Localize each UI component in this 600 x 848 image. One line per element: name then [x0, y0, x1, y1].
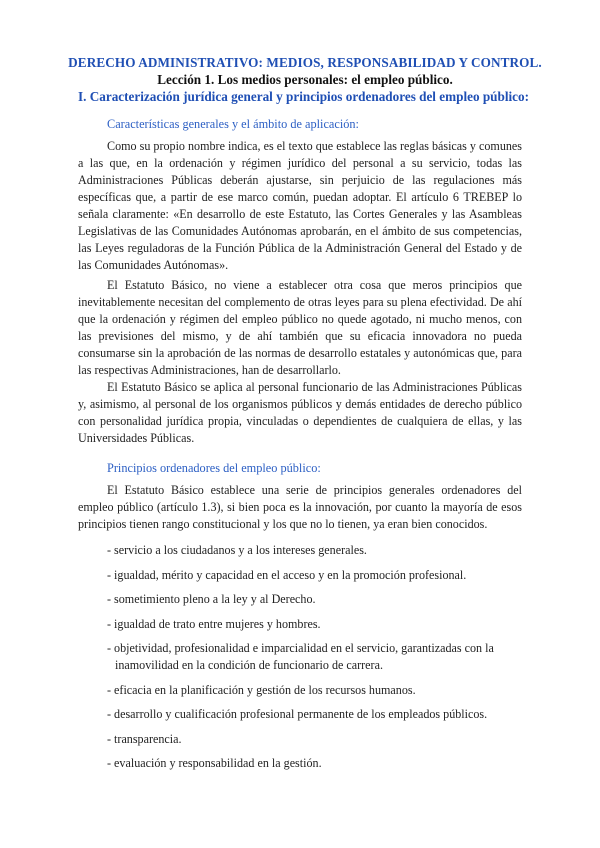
- list-item: - objetividad, profesionalidad e imparcialidad en el servicio, garantizadas con la inamovilidad en la condición de funcionario de carrera.: [107, 641, 494, 672]
- paragraph-principles-intro: El Estatuto Básico establece una serie de principios generales ordenadores del empleo público (artículo 1.3), si bien poca es la innovación, por cuanto la mayoría de esos principios tienen rango constitucional y los que no lo tienen, ya eran bien conocidos.: [78, 483, 522, 531]
- list-item: - desarrollo y cualificación profesional permanente de los empleados públicos.: [107, 707, 488, 721]
- list-item: - sometimiento pleno a la ley y al Derecho.: [107, 592, 316, 606]
- subheading-characteristics: Características generales y el ámbito de aplicación:: [107, 117, 359, 131]
- list-item: - igualdad de trato entre mujeres y hombres.: [107, 616, 321, 631]
- list-item: - servicio a los ciudadanos y a los intereses generales.: [107, 543, 367, 557]
- lesson-title: Lección 1. Los medios personales: el empleo público.: [157, 72, 453, 87]
- paragraph-intro: Como su propio nombre indica, es el texto que establece las reglas básicas y comunes a las que, en la ordenación y régimen jurídico del personal a su servicio, todas las Administraciones Públicas deberán ajustarse, sin perjuicio de las regulaciones más específicas que, a partir de ese marco común, puedan adoptar. El artículo 6 TREBEP lo señala claramente: «En desarrollo de este Estatuto, las Cortes Generales y las Asambleas Legislativas de las Comunidades Autónomas aprobarán, en el ámbito de sus competencias, las Leyes reguladoras de la Función Pública de la Administración General del Estado y de las Comunidades Autónomas».: [78, 139, 522, 272]
- list-item: - igualdad, mérito y capacidad en el acceso y en la promoción profesional.: [107, 567, 467, 582]
- document-title: DERECHO ADMINISTRATIVO: MEDIOS, RESPONSABILIDAD Y CONTROL.: [68, 55, 542, 70]
- paragraph-estatuto-principios: El Estatuto Básico, no viene a establecer otra cosa que meros principios que inevitablemente necesitan del complemento de otras leyes para su plena efectividad. De ahí que la ordenación y régimen del empleo público no quede agotado, ni mucho menos, con las previsiones del mismo, y de ahí también que su eficacia innovadora no pueda consumarse sin la aprobación de las normas de desarrollo estatales y autonómicas que, para las respectivas Administraciones, han de desarrollarlo.: [78, 278, 522, 377]
- list-item: - transparencia.: [107, 731, 182, 746]
- paragraph-ambito: El Estatuto Básico se aplica al personal funcionario de las Administraciones Públicas y, asimismo, al personal de los organismos públicos y demás entidades de derecho público con personalidad jurídica propia, vinculadas o dependientes de cualquiera de ellas, y las Universidades Públicas.: [78, 380, 522, 445]
- list-item: - evaluación y responsabilidad en la gestión.: [107, 756, 322, 770]
- principles-list: [107, 542, 507, 780]
- subheading-principles: Principios ordenadores del empleo público:: [107, 461, 321, 475]
- section-heading: I. Caracterización jurídica general y principios ordenadores del empleo público:: [78, 89, 530, 104]
- list-item: - eficacia en la planificación y gestión de los recursos humanos.: [107, 682, 416, 697]
